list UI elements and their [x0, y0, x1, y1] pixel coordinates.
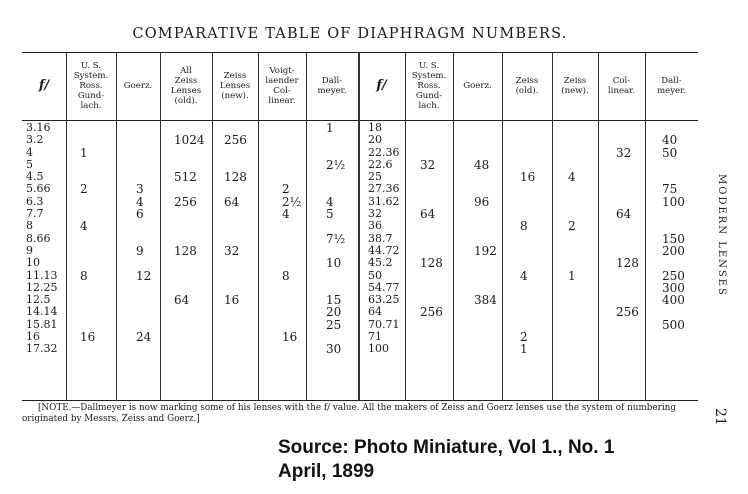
table-cell [520, 147, 535, 159]
source-line: Source: Photo Miniature, Vol 1., No. 1 [278, 437, 615, 458]
column-f-value [368, 122, 400, 356]
table-cell: 250 [662, 268, 685, 283]
table-cell [282, 159, 301, 171]
table-cell: 256 [616, 305, 639, 320]
table-cell: 128 [420, 256, 443, 271]
table-cell: 14.14 [26, 305, 58, 319]
table-cell [224, 147, 247, 159]
table-cell [224, 306, 247, 318]
header-rule [22, 120, 698, 121]
table-cell [420, 270, 443, 282]
table-cell [80, 306, 95, 318]
table-cell: 8 [520, 219, 528, 234]
header-f-number: f/ [376, 78, 387, 93]
table-cell: 64 [224, 194, 240, 209]
table-cell: 1024 [174, 133, 205, 148]
table-cell: 50 [662, 145, 678, 160]
table-cell [474, 134, 497, 146]
table-cell: 22.36 [368, 145, 400, 159]
table-cell [568, 134, 576, 146]
table-cell [136, 294, 151, 306]
table-cell: 4 [520, 268, 528, 283]
column-collinear [616, 122, 639, 356]
table-cell [474, 319, 497, 331]
table-cell [174, 343, 205, 355]
header-us-system: U. S. System. Ross. Gund- lach. [73, 61, 109, 111]
table-cell [568, 183, 576, 195]
table-cell: 128 [174, 243, 197, 258]
header-goerz: Goerz. [123, 81, 153, 91]
table-cell: 45.2 [368, 256, 393, 270]
table-cell: 64 [420, 207, 436, 222]
table-cell: 20 [326, 305, 342, 320]
table-cell [420, 183, 443, 195]
table-cell: 25 [368, 170, 382, 184]
table-cell [174, 220, 205, 232]
table-cell [420, 343, 443, 355]
table-cell: 1 [80, 145, 88, 160]
table-cell [224, 208, 247, 220]
table-cell [474, 208, 497, 220]
table-cell: 1 [326, 121, 334, 135]
table-cell [326, 270, 345, 282]
table-cell: 4 [568, 170, 576, 185]
table-cell: 256 [174, 194, 197, 209]
top-rule [22, 52, 698, 53]
table-title: COMPARATIVE TABLE OF DIAPHRAGM NUMBERS. [132, 26, 568, 42]
table-cell [520, 245, 535, 257]
table-cell: 17.32 [26, 342, 58, 356]
table-cell: 7.7 [26, 207, 44, 221]
source-date: April, 1899 [278, 461, 375, 482]
table-cell: 4 [136, 194, 144, 209]
table-cell [224, 257, 247, 269]
column-zeiss-new [568, 122, 576, 356]
column-dallmeyer [326, 122, 345, 356]
table-cell: 384 [474, 293, 497, 308]
table-cell [224, 220, 247, 232]
table-cell: 40 [662, 133, 678, 148]
header-zeiss-new: Zeiss (new). [561, 76, 589, 96]
table-cell [282, 343, 301, 355]
table-cell [282, 294, 301, 306]
table-cell: 2 [282, 182, 290, 197]
table-cell [474, 122, 497, 134]
table-cell [520, 306, 535, 318]
table-cell [326, 134, 345, 146]
table-cell: 12 [136, 268, 152, 283]
table-cell [568, 319, 576, 331]
table-cell: 16 [80, 330, 96, 345]
table-cell: 10 [326, 256, 342, 271]
table-cell: 4 [26, 145, 33, 159]
table-cell [616, 233, 639, 245]
column-us-system [80, 122, 95, 356]
table-cell: 24 [136, 330, 152, 345]
table-cell: 16 [282, 330, 298, 345]
table-cell: 54.77 [368, 280, 400, 294]
table-cell: 400 [662, 293, 685, 308]
table-cell: 7½ [326, 231, 346, 246]
table-cell [568, 343, 576, 355]
column-collinear [282, 122, 301, 356]
table-cell [326, 220, 345, 232]
column-dallmeyer [662, 122, 685, 356]
table-cell: 16 [26, 330, 40, 344]
table-cell [136, 220, 151, 232]
table-cell [174, 208, 205, 220]
table-cell: 36 [368, 219, 382, 233]
column-zeiss-old [520, 122, 535, 356]
table-cell [282, 122, 301, 134]
table-cell [282, 306, 301, 318]
bottom-rule [22, 400, 698, 401]
table-cell [420, 220, 443, 232]
table-cell: 3.2 [26, 133, 44, 147]
table-cell: 16 [520, 170, 536, 185]
header-dallmeyer: Dall- meyer. [317, 76, 347, 96]
table-cell: 128 [616, 256, 639, 271]
table-cell [420, 233, 443, 245]
table-cell: 2½ [326, 157, 346, 172]
table-cell: 300 [662, 280, 685, 295]
table-cell: 8.66 [26, 231, 51, 245]
table-cell [174, 147, 205, 159]
table-cell: 200 [662, 243, 685, 258]
table-cell [616, 343, 639, 355]
table-cell [568, 196, 576, 208]
table-cell [80, 134, 95, 146]
table-cell [136, 257, 151, 269]
table-cell: 256 [224, 133, 247, 148]
column-zeiss-new [224, 122, 247, 356]
table-cell: 22.6 [368, 157, 393, 171]
table-cell: 27.36 [368, 182, 400, 196]
table-cell: 500 [662, 317, 685, 332]
table-cell [224, 183, 247, 195]
table-cell [326, 183, 345, 195]
table-cell: 5.66 [26, 182, 51, 196]
table-cell: 38.7 [368, 231, 393, 245]
table-cell: 32 [616, 145, 632, 160]
table-cell [616, 171, 639, 183]
table-cell [420, 319, 443, 331]
table-cell [474, 257, 497, 269]
table-cell: 11.13 [26, 268, 58, 282]
header-voigtlaender: Voigt- laender Col- linear. [265, 66, 299, 106]
table-cell: 8 [282, 268, 290, 283]
table-cell: 128 [224, 170, 247, 185]
table-cell: 2½ [282, 194, 302, 209]
table-cell [520, 183, 535, 195]
header-dallmeyer: Dall- meyer. [656, 76, 687, 96]
footnote: [NOTE.—Dallmeyer is now marking some of his lenses with the f/ value. All the makers of Zeiss and Goerz lenses use the system of numbering originated by Messrs. Zeiss and Goerz.] [22, 403, 676, 424]
table-cell [80, 282, 95, 294]
table-cell: 6.3 [26, 194, 44, 208]
table-cell [568, 294, 576, 306]
table-cell [616, 331, 639, 343]
table-cell [80, 245, 95, 257]
table-cell: 32 [224, 243, 240, 258]
header-collinear: Col- linear. [607, 76, 636, 96]
table-cell [520, 134, 535, 146]
table-cell: 150 [662, 231, 685, 246]
table-cell [616, 122, 639, 134]
header-us-system: U. S. System. Ross. Gund- lach. [411, 61, 447, 111]
table-cell [174, 306, 205, 318]
table-cell [474, 220, 497, 232]
table-cell [224, 331, 247, 343]
table-cell: 25 [326, 317, 342, 332]
table-cell: 8 [80, 268, 88, 283]
table-cell [420, 171, 443, 183]
table-cell: 4 [282, 207, 290, 222]
table-cell: 31.62 [368, 194, 400, 208]
table-cell [282, 257, 301, 269]
table-cell: 3 [136, 182, 144, 197]
table-cell [520, 233, 535, 245]
table-cell: 50 [368, 268, 382, 282]
table-cell [136, 159, 151, 171]
table-cell [174, 331, 205, 343]
table-cell [616, 134, 639, 146]
table-cell: 10 [26, 256, 40, 270]
table-cell: 2 [80, 182, 88, 197]
table-cell [174, 183, 205, 195]
table-cell [568, 245, 576, 257]
column-f-value [26, 122, 58, 356]
table-cell: 9 [136, 243, 144, 258]
table-cell [520, 122, 535, 134]
table-cell [136, 122, 151, 134]
column-goerz [136, 122, 151, 356]
table-cell [616, 183, 639, 195]
table-cell: 8 [26, 219, 33, 233]
table-cell: 12.5 [26, 293, 51, 307]
table-cell [616, 270, 639, 282]
table-cell: 20 [368, 133, 382, 147]
table-cell: 192 [474, 243, 497, 258]
table-cell [326, 171, 345, 183]
table-cell: 18 [368, 121, 382, 134]
table-cell: 100 [662, 194, 685, 209]
table-cell: 512 [174, 170, 197, 185]
table-cell [568, 122, 576, 134]
page-number: 21 [712, 408, 728, 426]
header-zeiss-old: All Zeiss Lenses (old). [170, 66, 202, 106]
table-cell [616, 220, 639, 232]
table-cell: 1 [568, 268, 576, 283]
table-cell [420, 331, 443, 343]
table-cell [174, 257, 205, 269]
table-cell: 64 [616, 207, 632, 222]
running-head: MODERN LENSES [716, 174, 727, 297]
table-cell [136, 147, 151, 159]
table-cell [136, 343, 151, 355]
table-cell [474, 306, 497, 318]
table-cell [224, 343, 247, 355]
table-cell [282, 147, 301, 159]
table-cell: 2 [568, 219, 576, 234]
table-cell [662, 343, 685, 355]
table-cell [568, 147, 576, 159]
table-cell: 100 [368, 342, 389, 356]
table-cell [282, 282, 301, 294]
table-cell [662, 220, 685, 232]
table-cell [474, 171, 497, 183]
table-cell: 48 [474, 157, 490, 172]
table-cell: 5 [26, 157, 33, 171]
table-cell [616, 319, 639, 331]
table-cell: 4 [326, 194, 334, 209]
table-cell: 4 [80, 219, 88, 234]
table-cell: 30 [326, 342, 342, 357]
table-cell [662, 331, 685, 343]
table-cell [136, 282, 151, 294]
table-cell: 70.71 [368, 317, 400, 331]
table-cell: 12.25 [26, 280, 58, 294]
table-cell [662, 257, 685, 269]
table-cell: 32 [368, 207, 382, 221]
table-cell [80, 233, 95, 245]
table-cell: 1 [520, 342, 528, 357]
table-cell [474, 331, 497, 343]
table-cell: 64 [174, 293, 190, 308]
table-cell [136, 306, 151, 318]
table-cell: 15 [326, 293, 342, 308]
header-zeiss-new: Zeiss Lenses (new). [219, 71, 251, 101]
source-citation [278, 436, 614, 484]
table-cell [568, 282, 576, 294]
table-cell [662, 208, 685, 220]
table-cell: 44.72 [368, 243, 400, 257]
table-cell [80, 196, 95, 208]
table-cell [80, 294, 95, 306]
table-cell [282, 220, 301, 232]
table-cell [662, 159, 685, 171]
table-cell: 5 [326, 207, 334, 222]
table-cell: 9 [26, 243, 33, 257]
table-cell [224, 319, 247, 331]
column-goerz [474, 122, 497, 356]
table-cell [568, 331, 576, 343]
table-cell [80, 122, 95, 134]
table-cell: 64 [368, 305, 382, 319]
table-cell [80, 159, 95, 171]
table-cell [616, 282, 639, 294]
table-cell [474, 183, 497, 195]
table-cell: 256 [420, 305, 443, 320]
table-cell [282, 245, 301, 257]
table-cell: 32 [420, 157, 436, 172]
table-cell: 6 [136, 207, 144, 222]
table-cell: 15.81 [26, 317, 58, 331]
table-cell: 3.16 [26, 121, 51, 134]
table-cell [420, 134, 443, 146]
table-cell: 96 [474, 194, 490, 209]
table-cell [520, 282, 535, 294]
table-cell [80, 257, 95, 269]
table-cell [474, 270, 497, 282]
table-cell: 16 [224, 293, 240, 308]
table-cell: 2 [520, 330, 528, 345]
table-cell [520, 294, 535, 306]
table-cell [282, 233, 301, 245]
table-cell: 63.25 [368, 293, 400, 307]
header-zeiss-old: Zeiss (old). [515, 76, 539, 96]
table-cell [568, 306, 576, 318]
table-cell [568, 233, 576, 245]
table-cell: 71 [368, 330, 382, 344]
table-cell: 75 [662, 182, 678, 197]
table-cell [174, 270, 205, 282]
table-cell [520, 257, 535, 269]
table-cell [568, 257, 576, 269]
table-cell [662, 306, 685, 318]
table-cell [520, 196, 535, 208]
table-cell: 4.5 [26, 170, 44, 184]
table-cell [136, 134, 151, 146]
table-cell [282, 134, 301, 146]
table-cell [224, 270, 247, 282]
header-goerz: Goerz. [463, 81, 492, 91]
table-cell [474, 343, 497, 355]
table-cell [420, 122, 443, 134]
header-f-number: f/ [38, 78, 50, 93]
table-cell [80, 343, 95, 355]
column-zeiss-old [174, 122, 205, 356]
table-cell [616, 159, 639, 171]
column-us-system [420, 122, 443, 356]
table-cell [174, 319, 205, 331]
table-cell [420, 282, 443, 294]
